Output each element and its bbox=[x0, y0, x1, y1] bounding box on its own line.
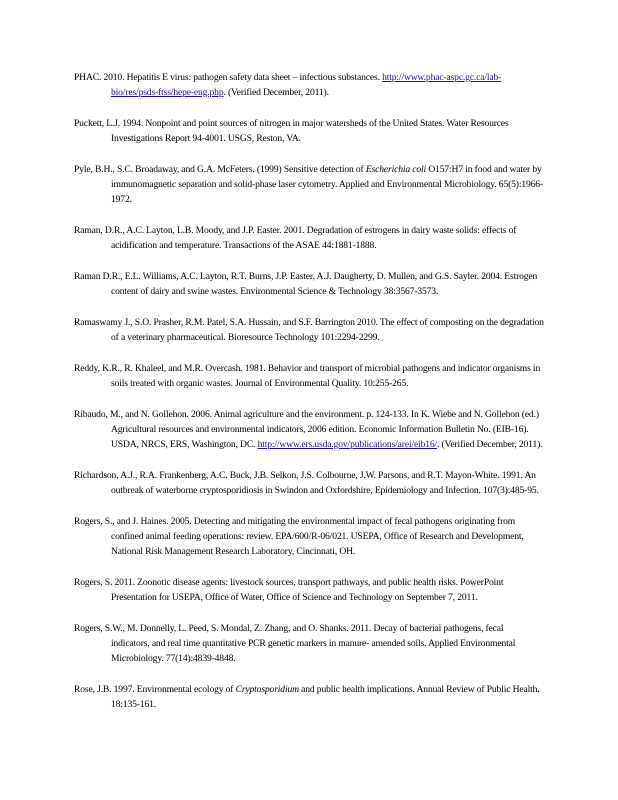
reference-text: Raman D.R., E.L. Williams, A.C. Layton, R.T. Burns, J.P. Easter, A.J. Daugherty, D. Mullen, and G.S. Sayler. 2004. Estrogen content of dairy and swine wastes. Environmental Science & Technology 38:3567-3573. bbox=[74, 271, 538, 297]
reference-italic-term: Escherichia coli bbox=[365, 164, 427, 175]
reference-entry bbox=[74, 621, 544, 666]
reference-text: Rogers, S., and J. Haines. 2005. Detecting and mitigating the environmental impact of fecal pathogens originating from confined animal feeding operations: review. EPA/600/R-06/021. USEPA, Office of Research and Development, National Risk Management Research Laboratory, Cincinnati, OH. bbox=[74, 516, 524, 557]
reference-text-end: O157:H7 in food and water by immunomagnetic separation and solid-phase laser cytometry. Applied and Environmental Microbiology. 65(5):1966-1972. bbox=[111, 164, 543, 205]
reference-text: Rogers, S. 2011. Zoonotic disease agents: livestock sources, transport pathways, and public health risks. PowerPoint Presentation for USEPA, Office of Water, Office of Science and Technology on September 7, 2011. bbox=[74, 577, 504, 603]
reference-text-end: . (Verified December, 2011). bbox=[437, 439, 543, 450]
reference-entry bbox=[74, 575, 544, 605]
reference-text-end: . (Verified December, 2011). bbox=[223, 87, 329, 98]
reference-entry bbox=[74, 269, 544, 299]
reference-entry bbox=[74, 162, 544, 207]
reference-entry bbox=[74, 514, 544, 559]
reference-text: Richardson, A.J., R.A. Frankenberg, A.C. Buck, J.B. Selkon, J.S. Colbourne, J.W. Parsons, and R.T. Mayon-White. 1991. An outbreak of waterborne cryptosporidiosis in Swindon and Oxfordshire, Epidemiology and Infection. 107(3):485-95. bbox=[74, 470, 539, 496]
reference-text: Ribaudo, M., and N. Gollehon. 2006. Animal agriculture and the environment. p. 124-133. In K. Wiebe and N. Gollehon (ed.) Agricultural resources and environmental indicators, 2006 edition. Economic Information Bulletin No. (EIB-16). USDA, NRCS, ERS, Washington, DC. bbox=[74, 409, 539, 450]
reference-text: Rose, J.B. 1997. Environmental ecology of bbox=[74, 684, 236, 695]
reference-text: Reddy, K.R., R. Khaleel, and M.R. Overcash. 1981. Behavior and transport of microbial pathogens and indicator organisms in soils treated with organic wastes. Journal of Environmental Quality. 10:255-265. bbox=[74, 363, 541, 389]
reference-text: Raman, D.R., A.C. Layton, L.B. Moody, and J.P. Easter. 2001. Degradation of estrogens in dairy waste solids: effects of acidification and temperature. Transactions of the ASAE 44:1881-1888. bbox=[74, 225, 517, 251]
reference-link[interactable]: http://www.ers.usda.gov/publications/arei/eib16/ bbox=[257, 439, 438, 450]
reference-entry bbox=[74, 223, 544, 253]
reference-italic-term: Cryptosporidium bbox=[235, 684, 299, 695]
reference-text: Rogers, S.W., M. Donnelly, L. Peed, S. Mondal, Z. Zhang, and O. Shanks. 2011. Decay of bacterial pathogens, fecal indicators, and real time quantitative PCR genetic markers in manure- amended soils. Applied Environmental Microbiology. 77(14):4839-4848. bbox=[74, 623, 516, 664]
reference-text: Pyle, B.H., S.C. Broadaway, and G.A. McFeters. (1999) Sensitive detection of bbox=[74, 164, 366, 175]
reference-entry bbox=[74, 407, 544, 452]
reference-entry bbox=[74, 116, 544, 146]
reference-link[interactable]: http://www.phac-aspc.gc.ca/lab-bio/res/psds-ftss/hepe-eng.php bbox=[111, 72, 502, 98]
reference-entry bbox=[74, 468, 544, 498]
reference-text: Ramaswamy J., S.O. Prasher, R.M. Patel, S.A. Hussain, and S.F. Barrington 2010. The effect of composting on the degradation of a veterinary pharmaceutical. Bioresource Technology 101:2294-2299. bbox=[74, 317, 544, 343]
reference-text-end: and public health implications. Annual Review of Public Health. 18:135-161. bbox=[111, 684, 540, 710]
reference-entry bbox=[74, 70, 544, 100]
reference-list bbox=[74, 70, 544, 728]
reference-text: Puckett, L.J. 1994. Nonpoint and point sources of nitrogen in major watersheds of the United States. Water Resources Investigations Report 94-4001. USGS, Reston, VA. bbox=[74, 118, 509, 144]
reference-entry bbox=[74, 361, 544, 391]
reference-text: PHAC. 2010. Hepatitis E virus: pathogen safety data sheet – infectious substances. bbox=[74, 72, 383, 83]
reference-entry bbox=[74, 682, 544, 712]
reference-entry bbox=[74, 315, 544, 345]
